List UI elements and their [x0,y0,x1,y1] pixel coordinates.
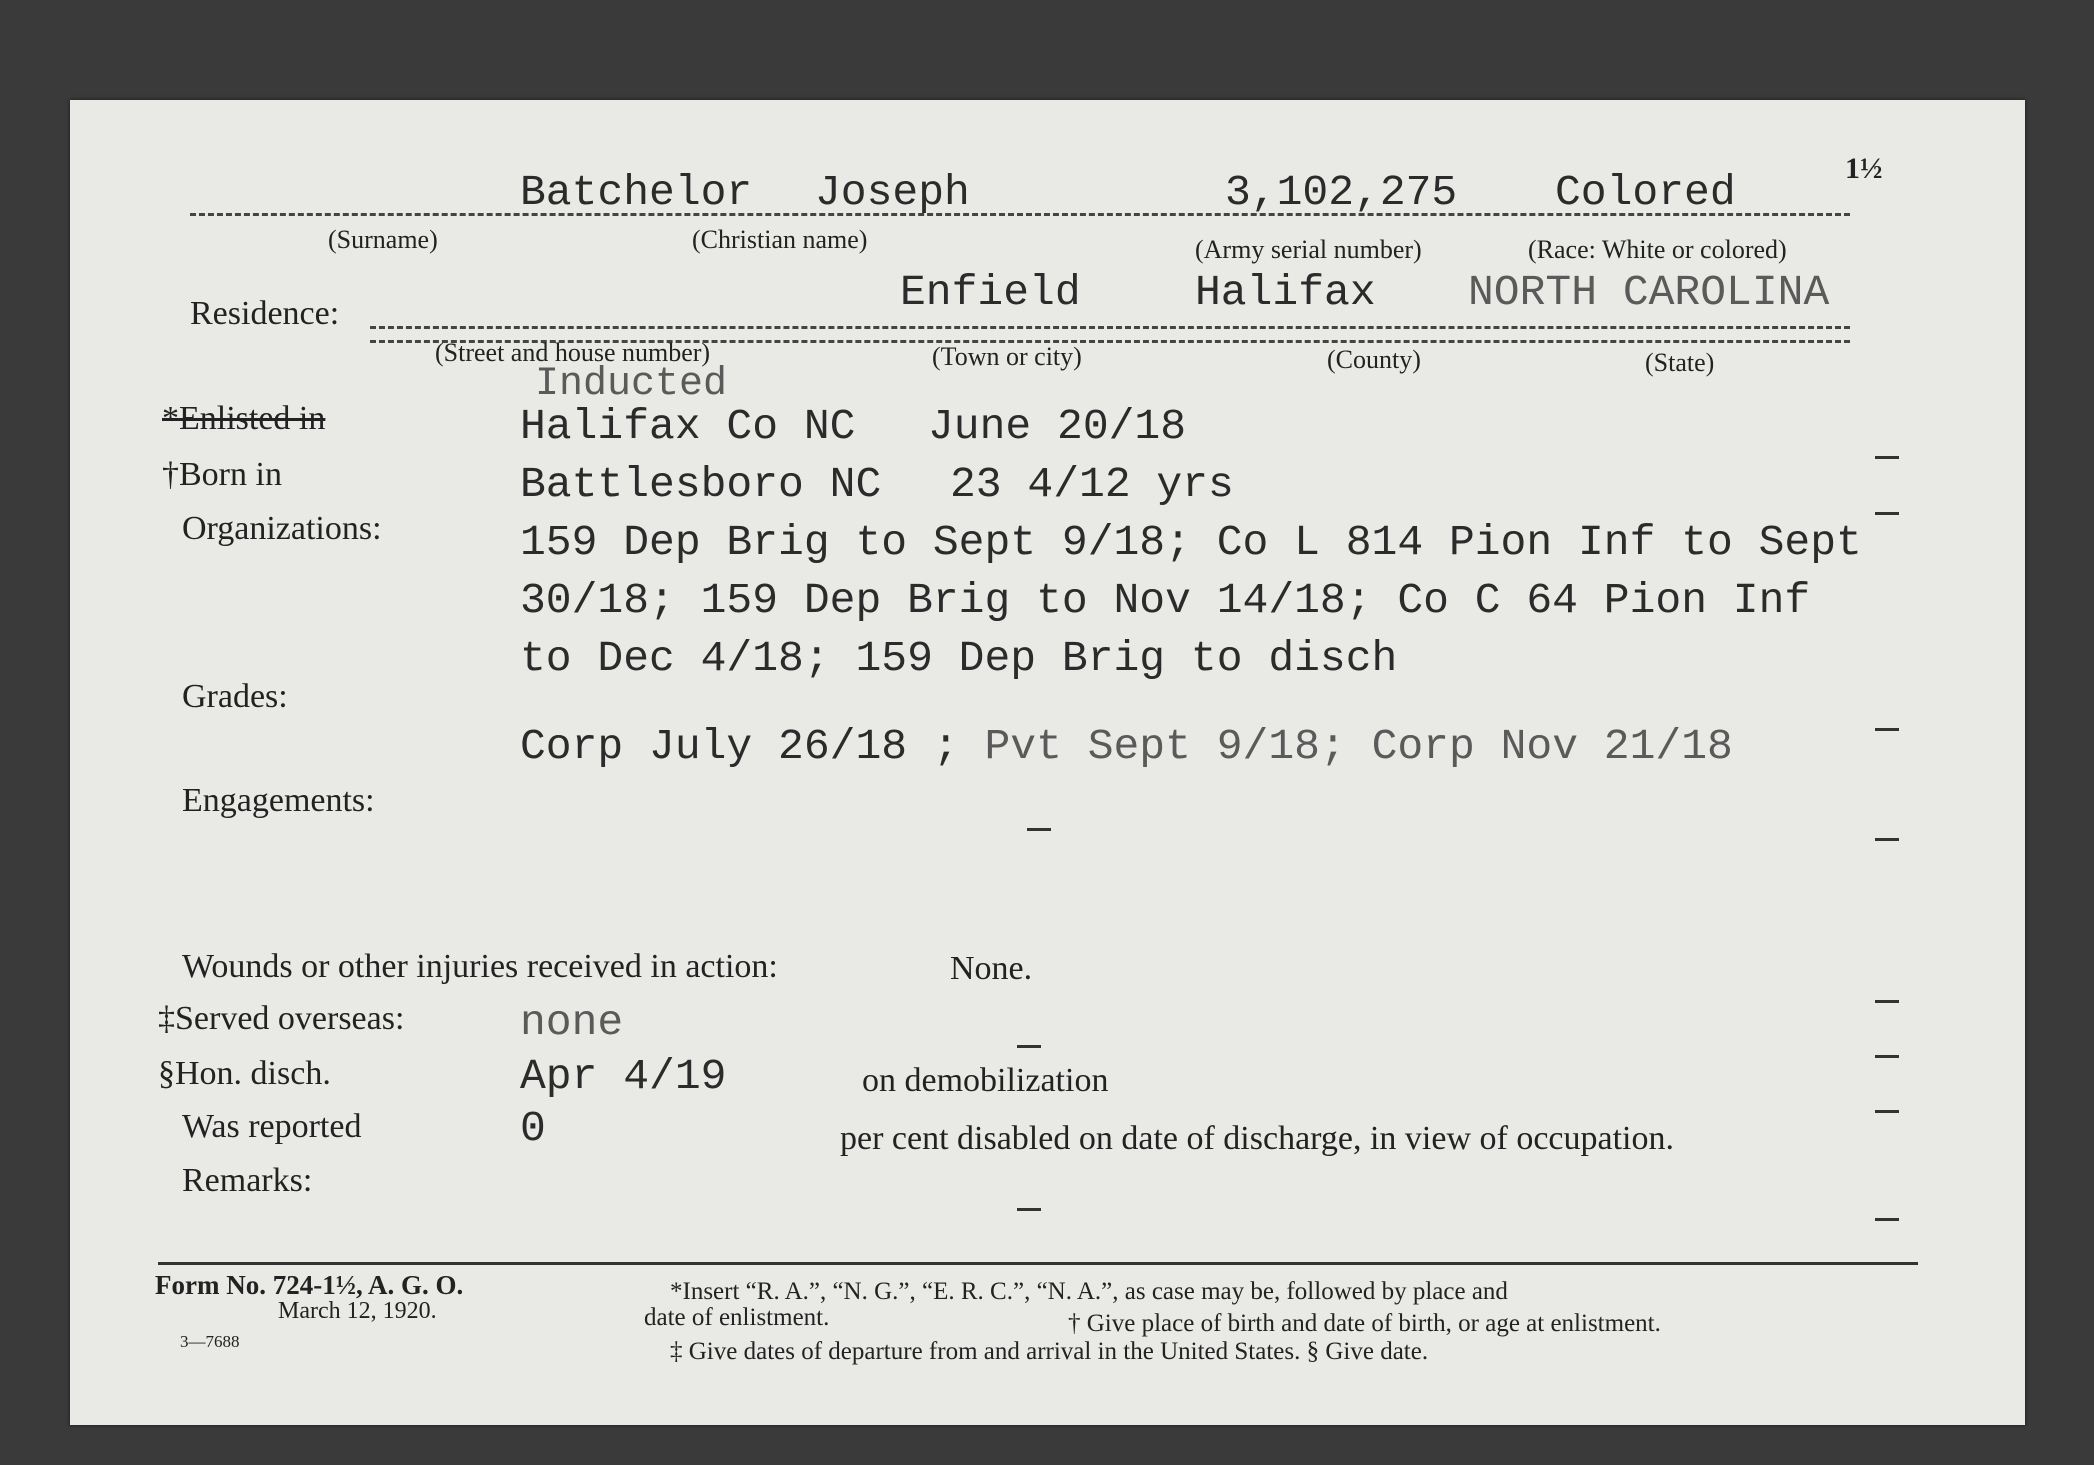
surname-value: Batchelor [520,168,753,217]
residence-state-value: NORTH CAROLINA [1468,268,1830,317]
service-record-card [70,100,2025,1425]
organizations-line-3: to Dec 4/18; 159 Dep Brig to disch [520,634,1398,683]
organizations-label: Organizations: [182,510,382,547]
born-label: †Born in [162,456,282,493]
street-caption: (Street and house number) [435,338,711,367]
fraction-mark: 1½ [1845,152,1883,185]
serial-number-value: 3,102,275 [1225,168,1458,217]
surname-caption: (Surname) [328,225,438,254]
grades-label: Grades: [182,678,288,715]
overseas-value: none [520,998,624,1047]
enlisted-label-wrap [162,400,325,438]
grades-dash [1875,728,1899,731]
engagements-dash [1875,838,1899,841]
christian-name-caption: (Christian name) [692,225,868,254]
form-number: Form No. 724-1½, A. G. O. [155,1270,464,1300]
race-value: Colored [1555,168,1736,217]
organizations-dash [1875,512,1899,515]
reported-value: 0 [520,1104,546,1153]
remarks-label: Remarks: [182,1162,313,1199]
footnote-1b: date of enlistment. [644,1304,830,1331]
footer-rule [158,1262,1918,1265]
born-age-value: 23 4/12 yrs [950,460,1234,509]
hon-disch-dash [1875,1110,1899,1113]
residence-town-value: Enfield [900,268,1081,317]
race-caption: (Race: White or colored) [1528,235,1787,264]
born-dash [1875,456,1899,459]
grades-part-1: Corp July 26/18 ; [520,722,959,771]
state-caption: (State) [1645,348,1715,377]
enlisted-label: *Enlisted in [162,400,326,437]
wounds-label: Wounds or other injuries received in action: [182,948,778,985]
residence-county-value: Halifax [1195,268,1376,317]
hon-disch-value: Apr 4/19 [520,1052,727,1101]
hon-disch-suffix: on demobilization [862,1062,1109,1099]
hon-disch-label: §Hon. disch. [158,1055,331,1092]
footnote-2: † Give place of birth and date of birth, or age at enlistment. [1068,1310,1661,1337]
county-caption: (County) [1327,345,1421,374]
footnote-1a: *Insert “R. A.”, “N. G.”, “E. R. C.”, “N. A.”, as case may be, followed by place and [670,1278,1508,1305]
wounds-value: None. [950,950,1033,987]
overseas-dash [1875,1055,1899,1058]
overseas-label: ‡Served overseas: [158,1000,405,1037]
name-line [190,213,1850,216]
overseas-dash-mid [1017,1045,1041,1048]
enlisted-note: Inducted [535,362,728,407]
remarks-dash-mid [1017,1208,1041,1211]
residence-line [370,326,1850,329]
enlisted-date-value: June 20/18 [928,402,1187,451]
remarks-dash [1875,1218,1899,1221]
form-date: March 12, 1920. [278,1298,437,1324]
print-code: 3—7688 [180,1332,240,1351]
born-place-value: Battlesboro NC [520,460,882,509]
engagements-label: Engagements: [182,782,375,819]
footnote-3: ‡ Give dates of departure from and arrival in the United States. § Give date. [670,1338,1429,1365]
residence-label: Residence: [190,295,340,332]
reported-suffix: per cent disabled on date of discharge, in view of occupation. [840,1120,1674,1157]
wounds-dash [1875,1000,1899,1003]
town-caption: (Town or city) [932,342,1082,371]
serial-caption: (Army serial number) [1195,235,1422,264]
organizations-line-2: 30/18; 159 Dep Brig to Nov 14/18; Co C 64 Pion Inf [520,576,1811,625]
grades-part-2: Pvt Sept 9/18; [984,722,1346,771]
enlisted-place-value: Halifax Co NC [520,402,856,451]
reported-label: Was reported [182,1108,362,1145]
grades-part-3: Corp Nov 21/18 [1371,722,1733,771]
grades-value [520,722,1733,771]
engagements-dash-mid [1027,828,1051,831]
organizations-line-1: 159 Dep Brig to Sept 9/18; Co L 814 Pion Inf to Sept [520,518,1862,567]
christian-name-value: Joseph [815,168,970,217]
